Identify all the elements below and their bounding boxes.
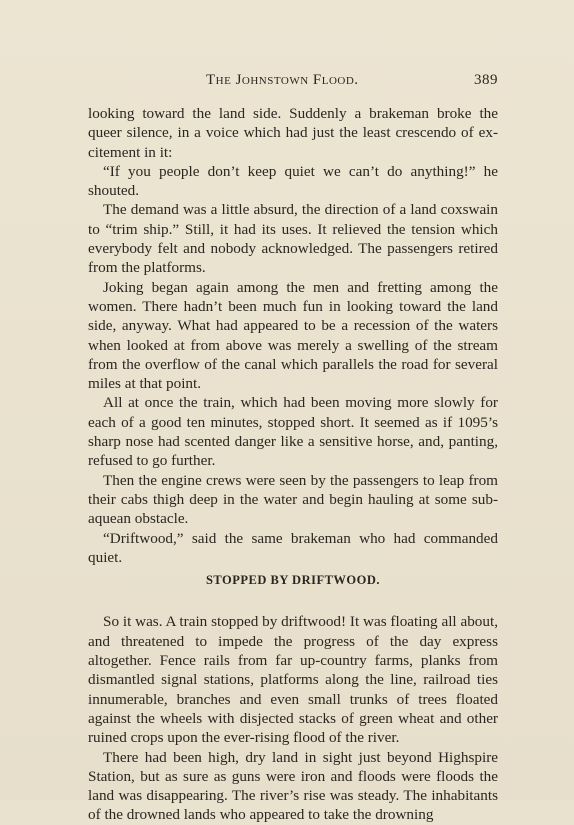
paragraph: The demand was a little absurd, the direction of a land coxswain to “trim ship.” Still, it had its uses. It relieved the tension which everybody felt and nobody acknowledged. The passengers retired from the platforms. xyxy=(88,201,498,277)
paragraph: So it was. A train stopped by driftwood! It was floating all about, and threatened to impede the progress of the day express altogether. Fence rails from far up-country farms, planks from dismantled signal stations, platforms along the line, railroad ties innumerable, branches and even small trunks of trees floated against the wheels with disjected stacks of green wheat and other ruined crops upon the ever-rising flood of the river. xyxy=(88,613,498,747)
running-header xyxy=(88,72,498,92)
running-title: The Johnstown Flood. xyxy=(206,72,359,88)
paragraph: “Driftwood,” said the same brakeman who had commanded quiet. xyxy=(88,529,498,566)
paragraph: looking toward the land side. Suddenly a brakeman broke the queer silence, in a voice which had just the least crescendo of excitement in it: xyxy=(88,105,498,161)
paragraph: “If you people don’t keep quiet we can’t do anything!” he shouted. xyxy=(88,162,498,200)
section-subheading: STOPPED BY DRIFTWOOD. xyxy=(205,573,381,588)
paragraph: All at once the train, which had been moving more slowly for each of a good ten minutes, stopped short. It seemed as if 1095’s sharp nose had scented danger like a sensitive horse, and, panting, refused to go further. xyxy=(88,394,498,470)
page-number: 389 xyxy=(474,72,498,88)
body-text xyxy=(88,104,498,825)
paragraph: Joking began again among the men and fretting among the women. There hadn’t been much fun in looking toward the land side, anyway. What had appeared to be a recession of the waters when looked at from above was merely a swelling of the stream from the overflow of the canal which parallels the road for several miles at that point. xyxy=(88,278,498,393)
paragraph: There had been high, dry land in sight just beyond Highspire Station, but as sure as guns were iron and floods were floods the land was disappearing. The river’s rise was steady. The inhabitants of the drowned lands who appeared to take the drowning xyxy=(88,748,498,824)
paragraph: Then the engine crews were seen by the passengers to leap from their cabs thigh deep in the water and begin hauling at some subaquean obstacle. xyxy=(88,471,498,528)
